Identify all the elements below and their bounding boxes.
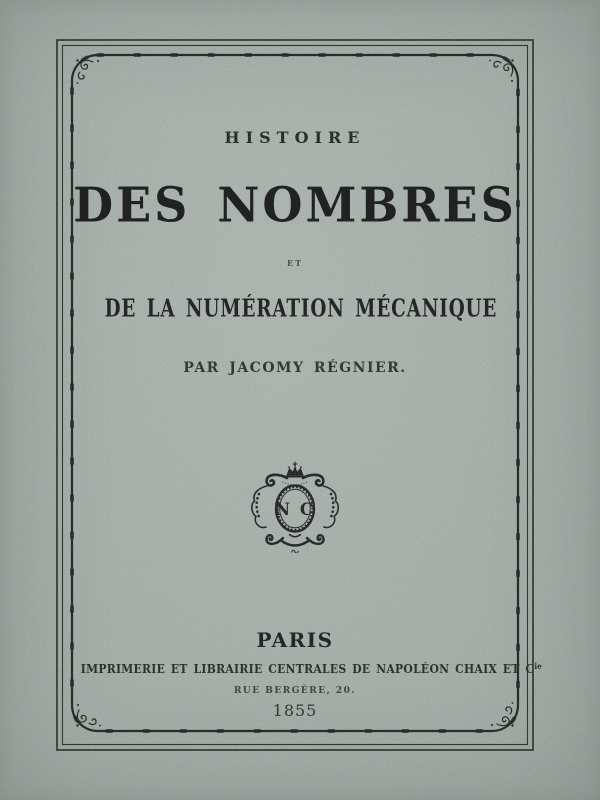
publisher-city: PARIS [256, 628, 334, 652]
publisher-address: RUE BERGÈRE, 20. [233, 686, 357, 696]
title-line-histoire: HISTOIRE [224, 128, 366, 147]
publisher-emblem [243, 461, 347, 553]
publisher-imprint [80, 661, 542, 676]
subtitle-numeration-mecanique: DE LA NUMÉRATION MÉCANIQUE [104, 294, 498, 323]
publication-year: 1855 [272, 701, 318, 720]
publisher-imprint-text: IMPRIMERIE ET LIBRAIRIE CENTRALES DE NAPOLÉON CHAIX ET C [80, 662, 535, 676]
title-line-des-nombres: DES NOMBRES [73, 176, 517, 234]
title-connector-et: ET [286, 258, 304, 268]
title-page-content [57, 0, 542, 800]
author-byline: PAR JACOMY RÉGNIER. [183, 360, 407, 376]
publisher-imprint-superscript: ie [534, 661, 542, 671]
emblem-monogram: N C [275, 500, 315, 519]
